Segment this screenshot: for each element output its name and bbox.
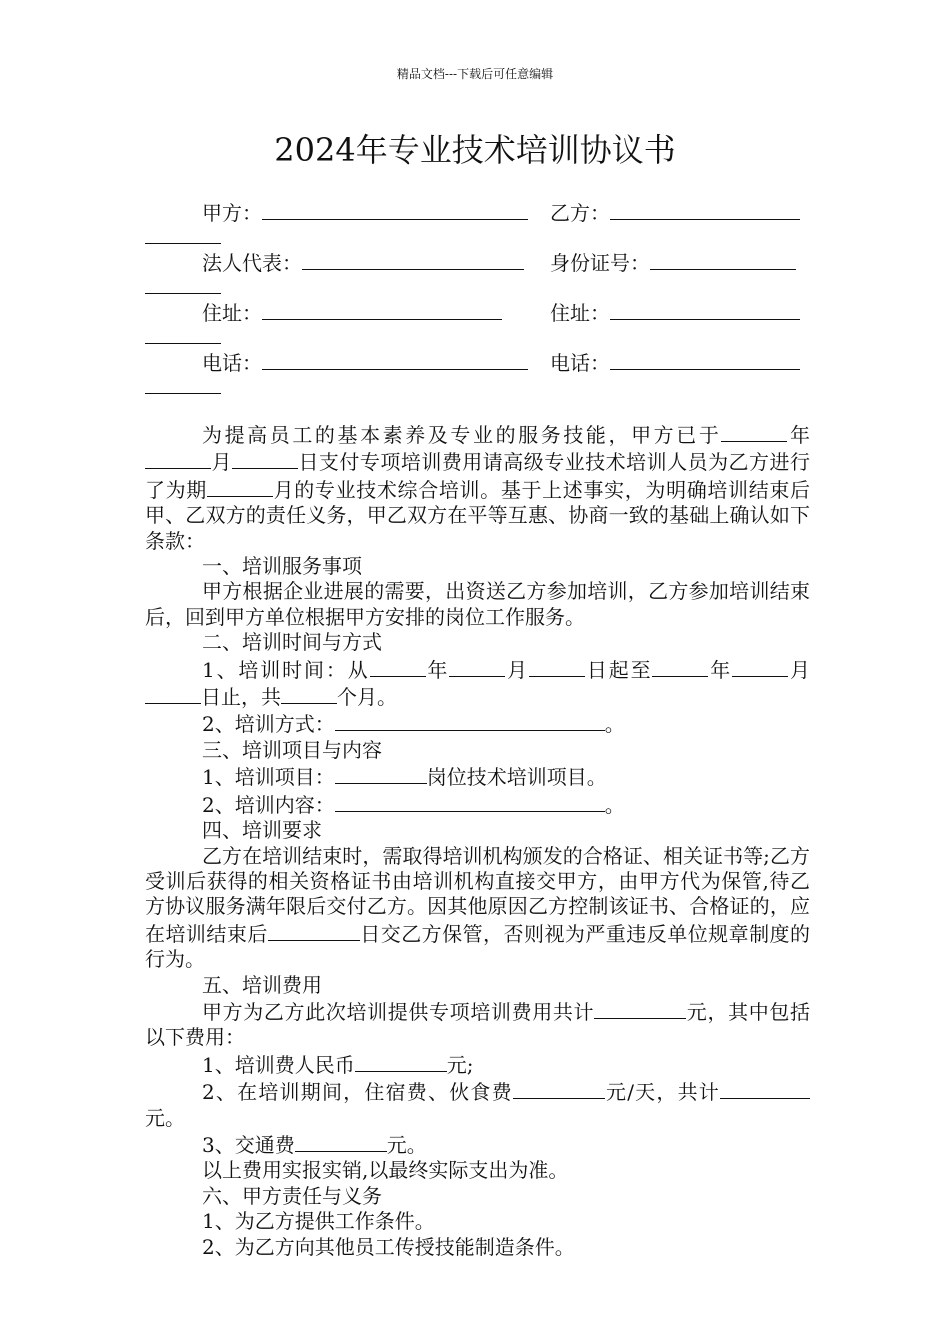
agreement-body	[145, 421, 810, 1260]
id-number-blank-continuation	[145, 293, 221, 294]
party-a-phone-field	[202, 347, 528, 378]
section-6-item-1: 1、为乙方提供工作条件。	[202, 1209, 435, 1234]
lodging-total-blank[interactable]	[720, 1078, 810, 1099]
end-year-text: 年	[708, 657, 733, 682]
document-title: 2024年专业技术培训协议书	[274, 131, 676, 169]
start-year-text: 年	[425, 657, 450, 682]
training-content-period: 。	[604, 792, 625, 817]
section-4-text-2: 日交乙方保管，否则视为严重违反单位规章制度的行为。	[145, 921, 811, 972]
training-content-line	[145, 791, 810, 818]
intro-paragraph	[145, 421, 810, 554]
party-a-address-label: 住址：	[202, 301, 262, 325]
fee-item-2-unit: 元/天，共计	[604, 1080, 720, 1105]
section-1-heading: 一、培训服务事项	[202, 554, 362, 579]
party-a-address-blank[interactable]	[262, 297, 502, 320]
section-5-text-2: 元，其中包括以下费用：	[145, 999, 811, 1050]
party-a-phone-blank[interactable]	[262, 347, 528, 370]
page-header-note: 精品文档---下载后可任意编辑	[396, 67, 554, 81]
party-b-phone-blank[interactable]	[610, 347, 800, 370]
months-total-text: 个月。	[337, 685, 397, 710]
transport-fee-blank[interactable]	[295, 1131, 387, 1152]
id-number-field	[550, 247, 796, 278]
party-b-address-label: 住址：	[550, 301, 610, 325]
legal-rep-field	[202, 247, 524, 278]
end-day-blank[interactable]	[145, 683, 201, 704]
start-year-blank[interactable]	[370, 656, 426, 677]
section-5-text	[145, 998, 810, 1051]
intro-month-blank[interactable]	[145, 448, 211, 469]
fee-item-2	[145, 1078, 810, 1131]
id-number-label: 身份证号：	[550, 251, 650, 275]
intro-text-1: 为提高员工的基本素养及专业的服务技能，甲方已于	[202, 423, 722, 447]
intro-text-2: 日支付专项培训费用请高级专业技术培训人员为乙方进行了为期	[145, 450, 811, 502]
fee-item-2-end: 元。	[145, 1105, 185, 1130]
training-time-label: 1、培训时间：从	[202, 657, 370, 682]
party-b-field	[550, 197, 800, 228]
training-mode-period: 。	[604, 712, 625, 737]
section-4-text	[145, 844, 810, 973]
fee-item-2-label: 2、在培训期间，住宿费、伙食费	[202, 1080, 513, 1105]
section-5-heading: 五、培训费用	[202, 972, 322, 997]
start-month-text: 月	[505, 657, 530, 682]
section-4-heading: 四、培训要求	[202, 818, 322, 843]
daily-fee-blank[interactable]	[513, 1078, 605, 1099]
fee-note: 以上费用实报实销,以最终实际支出为准。	[202, 1158, 569, 1183]
fee-item-3-label: 3、交通费	[202, 1132, 295, 1157]
party-row-phone	[145, 347, 810, 397]
training-mode-label: 2、培训方式：	[202, 712, 335, 737]
party-row-representative	[145, 247, 810, 297]
section-4-text-1: 乙方在培训结束时，需取得培训机构颁发的合格证、相关证书等;乙方受训后获得的相关资格证书由培训机构直接交甲方，由甲方代为保管,待乙方协议服务满年限后交付乙方。因其他原因乙方控制该证书、合格证的，应在培训结束后	[145, 843, 810, 946]
end-day-text: 日止，共	[201, 685, 281, 710]
intro-day-blank[interactable]	[232, 448, 298, 469]
intro-year-blank[interactable]	[721, 421, 787, 442]
party-a-blank[interactable]	[262, 197, 528, 220]
legal-rep-blank[interactable]	[302, 247, 524, 270]
start-day-blank[interactable]	[529, 656, 585, 677]
end-year-blank[interactable]	[652, 656, 708, 677]
id-number-blank[interactable]	[650, 247, 796, 270]
section-5-text-1: 甲方为乙方此次培训提供专项培训费用共计	[202, 999, 595, 1024]
party-a-address-field	[202, 297, 502, 328]
training-content-blank[interactable]	[335, 791, 605, 812]
training-project-label: 1、培训项目：	[202, 765, 335, 790]
training-project-text: 岗位技术培训项目。	[426, 765, 607, 790]
total-fee-blank[interactable]	[594, 998, 686, 1019]
fee-item-1-unit: 元;	[446, 1052, 474, 1077]
training-mode-blank[interactable]	[335, 710, 605, 731]
fee-item-3	[145, 1131, 810, 1158]
party-b-phone-blank-continuation	[145, 393, 221, 394]
start-month-blank[interactable]	[449, 656, 505, 677]
training-content-label: 2、培训内容：	[202, 792, 335, 817]
training-mode-line	[145, 710, 810, 737]
certificate-days-blank[interactable]	[268, 920, 360, 941]
party-row-name	[145, 197, 810, 247]
section-3-heading: 三、培训项目与内容	[202, 737, 382, 762]
party-b-address-blank[interactable]	[610, 297, 800, 320]
party-b-address-field	[550, 297, 800, 328]
training-project-blank[interactable]	[335, 763, 427, 784]
months-total-blank[interactable]	[281, 683, 337, 704]
section-1-text: 甲方根据企业进展的需要，出资送乙方参加培训，乙方参加培训结束后，回到甲方单位根据甲方安排的岗位工作服务。	[145, 579, 810, 629]
intro-year-text: 年	[787, 423, 811, 447]
party-a-label: 甲方：	[202, 201, 262, 225]
fee-item-1	[145, 1051, 810, 1078]
party-b-blank[interactable]	[610, 197, 800, 220]
intro-period-blank[interactable]	[207, 476, 273, 497]
intro-text-3: 月的专业技术综合培训。基于上述事实，为明确培训结束后甲、乙双方的责任义务，甲乙双方在平等互惠、协商一致的基础上确认如下条款：	[145, 477, 811, 553]
training-time-line	[145, 656, 810, 711]
party-b-phone-label: 电话：	[550, 351, 610, 375]
end-month-text: 月	[788, 657, 811, 682]
party-b-address-blank-continuation	[145, 343, 221, 344]
fee-item-3-unit: 元。	[386, 1132, 427, 1157]
parties-block	[145, 197, 810, 397]
party-b-blank-continuation	[145, 243, 221, 244]
end-month-blank[interactable]	[732, 656, 788, 677]
section-2-heading: 二、培训时间与方式	[202, 630, 382, 655]
section-6-item-2: 2、为乙方向其他员工传授技能制造条件。	[202, 1234, 575, 1259]
party-a-field	[202, 197, 528, 228]
training-fee-blank[interactable]	[355, 1051, 447, 1072]
party-b-phone-field	[550, 347, 800, 378]
party-b-label: 乙方：	[550, 201, 610, 225]
start-day-text: 日起至	[585, 657, 653, 682]
training-project-line	[145, 763, 810, 790]
legal-rep-label: 法人代表：	[202, 251, 302, 275]
intro-month-text: 月	[211, 450, 232, 475]
party-row-address	[145, 297, 810, 347]
section-6-heading: 六、甲方责任与义务	[202, 1183, 382, 1208]
fee-item-1-label: 1、培训费人民币	[202, 1052, 355, 1077]
party-a-phone-label: 电话：	[202, 351, 262, 375]
